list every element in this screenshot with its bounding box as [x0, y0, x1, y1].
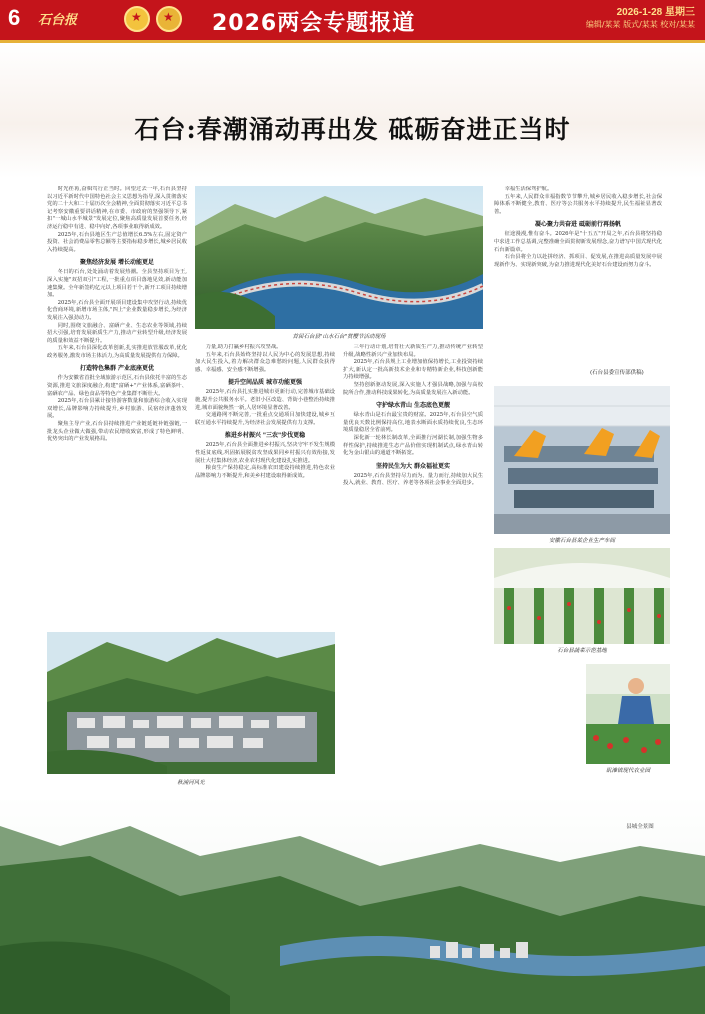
article-column-1 — [47, 186, 187, 626]
photo-town-aerial — [47, 632, 335, 774]
article-column-2 — [195, 344, 335, 626]
editor-credits: 编辑/某某 版式/某某 校对/某某 — [585, 20, 695, 29]
photo-factory — [494, 386, 670, 534]
col1-para-4: 2025年,石台县全面开展项目建设集中攻坚行动,持续优化营商环境,新增市场主体,"四上"企业数量稳步增长,为经济发展注入强劲动力。 — [47, 299, 187, 321]
article-column-3 — [343, 344, 483, 734]
col2-para-1: 力量,助力打赢乡村振兴攻坚战。 — [205, 344, 282, 350]
col4-para-2: 五年来,人民群众幸福指数节节攀升,城乡居民收入稳步增长,社会保障体系不断健全,教育、医疗等公共服务水平持续提升,民生福祉显著改善。 — [494, 193, 662, 215]
col1-para-1: 时光荏苒,奋楫笃行正当时。回望过去一年,石台县坚持以习近平新时代中国特色社会主义思想为指导,深入贯彻落实党的二十大和二十届历次全会精神,全面贯彻落实习近平总书记考察安徽重要讲话精神,在市委、市政府的坚强领导下,紧扣"一城山水半城景"发展定位,聚焦高质量发展首要任务,经济运行稳中有进、稳中向好,各项事业取得新成效。 — [47, 186, 187, 230]
col3-para-6: 2025年,石台县坚持尽力而为、量力而行,持续加大民生投入,就业、教育、医疗、养老等各项社会事业全面进步。 — [343, 472, 483, 487]
col2-subheading-2: 推进乡村振兴 "三农"步伐更稳 — [224, 432, 306, 440]
article-credit: (石台县委宣传部供稿) — [590, 370, 644, 376]
photo-worker — [586, 664, 670, 764]
newspaper-logo: 石台报 — [38, 13, 78, 28]
col1-para-9: 聚焦主导产业,石台县持续推进产业链延链补链强链,一批龙头企业做大做强,带动农民增收致富,形成了特色鲜明、优势突出的产业发展格局。 — [47, 421, 187, 443]
col1-para-5: 同时,围绕文旅融合、富硒产业、生态农业等领域,持续招大引强,培育发展新质生产力,推动产业转型升级,经济发展的质量和效益不断提升。 — [47, 322, 187, 344]
worker-photo-caption: 矶滩镇现代农业园 — [605, 768, 650, 774]
national-emblem-icon — [124, 6, 150, 32]
col3-para-1: 三年行动计划,培育壮大新质生产力,推动传统产业转型升级,战略性新兴产业加快布局。 — [343, 344, 483, 358]
col1-para-6: 五年来,石台县深化改革创新,扎实推进放管服改革,优化政务服务,激发市场主体活力,为高质量发展提供有力保障。 — [47, 345, 187, 359]
page-headline: 石台:春潮涌动再出发 砥砺奋进正当时 — [134, 115, 571, 144]
col3-para-4: 绿水青山是石台最宝贵的财富。2025年,石台县空气质量优良天数比例保持高位,地表水断面水质持续优良,生态环境质量稳居全省前列。 — [343, 412, 483, 434]
farm-photo-caption: 石台县蔬菜示范基地 — [557, 648, 607, 654]
page-number: 6 — [8, 5, 21, 30]
col4-para-4: 石台县将全力以赴拼经济、抓项目、促发展,在推进高质量发展中展现新作为、实现新突破,为奋力推进现代化美好石台建设而努力奋斗。 — [494, 254, 662, 268]
col2-para-3: 2025年,石台县扎实推进城市更新行动,完善城市基础设施,提升公共服务水平。老旧小区改造、背街小巷整治持续推进,城市面貌焕然一新,人居环境显著改善。 — [195, 389, 335, 411]
bottom-photo-caption: 县城全景图 — [626, 824, 654, 830]
cppcc-emblem-icon — [156, 6, 182, 32]
col1-para-2: 2025年,石台县地区生产总值增长6.5%左右,固定资产投资、社会消费品零售总额等主要指标稳步增长,城乡居民收入持续提高。 — [47, 231, 187, 253]
col4-para-1: 幸福生活保驾护航。 — [504, 186, 553, 192]
col2-para-4: 交通路网不断完善,一批重点交通项目加快建设,城乡互联互通水平持续提升,为经济社会发展提供有力支撑。 — [195, 412, 335, 426]
section-title: 2026两会专题报道 — [212, 11, 416, 36]
col3-para-5: 深化新一轮林长制改革,全面推行河湖长制,加强生物多样性保护,持续推进生态产品价值实现机制试点,绿水青山转化为金山银山的通道不断拓宽。 — [343, 434, 483, 457]
col3-subheading-1: 守护绿水青山 生态底色更靓 — [375, 402, 451, 410]
col4-para-3: 征途漫漫,惟有奋斗。2026年是"十五五"开局之年,石台县将坚持稳中求进工作总基调,完整准确全面贯彻新发展理念,奋力谱写中国式现代化石台新篇章。 — [494, 231, 662, 253]
issue-date: 2026-1-28 星期三 — [616, 7, 695, 18]
col3-para-2: 2025年,石台县规上工业增加值保持增长,工业投资持续扩大,新认定一批高新技术企业和专精特新企业,科技创新能力持续增强。 — [343, 359, 483, 381]
factory-photo-caption: 安徽石台县某企业生产车间 — [548, 538, 615, 544]
top-photo-caption: 首届石台县"山水石台"赏樱节活动现场 — [292, 334, 386, 340]
col1-subheading-2: 打造特色集群 产业底座更优 — [79, 365, 155, 373]
masthead-bar — [0, 0, 705, 40]
col1-subheading-1: 聚焦经济发展 增长动能更足 — [79, 259, 155, 267]
col2-para-6: 粮食生产保持稳定,高标准农田建设持续推进,特色农业品牌影响力不断提升,和美乡村建设取得新成效。 — [195, 465, 335, 479]
left-photo-caption: 秋浦河风光 — [177, 780, 205, 786]
col1-para-7: 作为安徽省首批全域旅游示范区,石台县依托丰富的生态资源,推进文旅深度融合,构建"富硒+"产业体系,富硒茶叶、富硒农产品、绿色食品等特色产业集群不断壮大。 — [47, 375, 187, 397]
article-column-4 — [494, 186, 662, 366]
col2-para-2: 五年来,石台县始终坚持以人民为中心的发展思想,持续加大民生投入,着力解决群众急难愁盼问题,人民群众获得感、幸福感、安全感不断增强。 — [195, 351, 335, 373]
photo-farm — [494, 548, 670, 644]
col2-para-5: 2025年,石台县全面推进乡村振兴,坚决守牢不发生规模性返贫底线,巩固拓展脱贫攻坚成果同乡村振兴有效衔接,发展壮大村集体经济,农业农村现代化建设扎实推进。 — [195, 442, 335, 464]
col3-subheading-2: 坚持民生为大 群众福祉更实 — [375, 462, 451, 470]
photo-mountain-road — [195, 186, 483, 329]
col1-para-3: 冬日的石台,处处涌动着发展热潮。全县坚持项目为王,深入实施"双招双引"工程,一批重点项目落地见效,新动能加速集聚。全年新签约亿元以上项目若干个,新开工项目持续增加。 — [47, 269, 187, 299]
col2-subheading-1: 提升空间品质 城市功能更强 — [227, 379, 303, 387]
col4-subheading-1: 凝心聚力共奋进 砥砺前行再扬帆 — [534, 221, 622, 229]
col1-para-8: 2025年,石台县累计接待游客数量和旅游综合收入实现双增长,品牌影响力持续提升,乡村旅游、民宿经济蓬勃发展。 — [47, 398, 187, 420]
col3-para-3: 坚持创新驱动发展,深入实施人才强县战略,加强与高校院所合作,推动科技成果转化,为高质量发展注入新动能。 — [343, 381, 483, 396]
